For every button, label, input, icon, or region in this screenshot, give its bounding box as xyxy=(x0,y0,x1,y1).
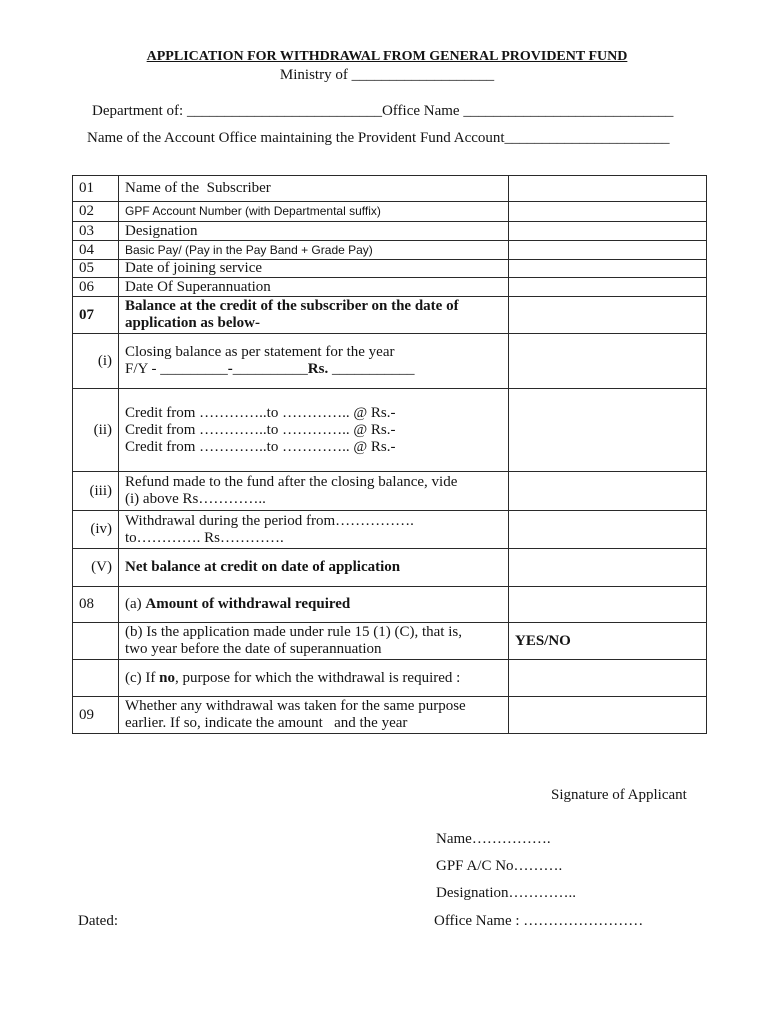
department-label: Department of: xyxy=(92,103,187,119)
credits-cell xyxy=(119,389,509,472)
answer-cell xyxy=(509,472,707,511)
row-number: 06 xyxy=(73,278,119,297)
fy-dash: - xyxy=(227,361,233,377)
credit-line: Credit from …………..to ………….. @ Rs.- xyxy=(125,404,396,421)
row-number: 04 xyxy=(73,241,119,260)
row-number: 07 xyxy=(73,297,119,334)
answer-cell xyxy=(509,278,707,297)
fy-from-blank: _________ xyxy=(160,361,228,377)
answer-cell xyxy=(509,549,707,587)
row-number: (i) xyxy=(73,334,119,389)
row-label: (b) Is the application made under rule 15 (1) (C), that is, two year before the date of superannuation xyxy=(119,623,509,660)
row-label: GPF Account Number (with Departmental suffix) xyxy=(119,202,509,222)
closing-balance-cell xyxy=(119,334,509,389)
answer-cell xyxy=(509,389,707,472)
ministry-blank: ___________________ xyxy=(351,67,495,83)
row-label: Basic Pay/ (Pay in the Pay Band + Grade Pay) xyxy=(119,241,509,260)
row-date-of-superannuation xyxy=(73,278,707,297)
row-label: Date Of Superannuation xyxy=(119,278,509,297)
row-label: Name of the Subscriber xyxy=(119,176,509,202)
item-prefix: (c) If xyxy=(125,669,160,686)
row-label: Balance at the credit of the subscriber on the date of application as below- xyxy=(119,297,509,334)
row-number: (iii) xyxy=(73,472,119,511)
row-basic-pay xyxy=(73,241,707,260)
row-withdrawal-period xyxy=(73,511,707,549)
gpf-ac-no-field: GPF A/C No………. xyxy=(436,858,563,874)
credit-line: Credit from …………..to ………….. @ Rs.- xyxy=(125,421,396,438)
row-gpf-account-number xyxy=(73,202,707,222)
row-number-empty xyxy=(73,660,119,697)
row-label: Withdrawal during the period from……………. to…………. Rs…………. xyxy=(119,511,509,549)
rs-blank: ___________ xyxy=(328,361,415,377)
withdrawal-purpose-cell xyxy=(119,660,509,697)
row-label: , purpose for which the withdrawal is required : xyxy=(174,669,461,686)
answer-cell xyxy=(509,587,707,623)
row-number-empty xyxy=(73,623,119,660)
answer-cell xyxy=(509,222,707,241)
yes-no-answer: YES/NO xyxy=(509,623,707,660)
answer-cell xyxy=(509,697,707,734)
ministry-label: Ministry of xyxy=(279,67,352,83)
office-name-field: Office Name : …………………… xyxy=(434,913,644,929)
row-withdrawal-amount xyxy=(73,587,707,623)
answer-cell xyxy=(509,334,707,389)
row-date-of-joining xyxy=(73,260,707,278)
row-rule-15 xyxy=(73,623,707,660)
withdrawal-amount-cell xyxy=(119,587,509,623)
fy-label: F/Y - xyxy=(125,361,161,377)
emphasis-no: no xyxy=(159,669,175,686)
account-office-blank: ______________________ xyxy=(504,130,670,146)
row-designation xyxy=(73,222,707,241)
row-label: Refund made to the fund after the closing balance, vide (i) above Rs………….. xyxy=(119,472,509,511)
answer-cell xyxy=(509,202,707,222)
row-number: (iv) xyxy=(73,511,119,549)
answer-cell xyxy=(509,241,707,260)
row-number: 08 xyxy=(73,587,119,623)
row-label: Whether any withdrawal was taken for the same purpose earlier. If so, indicate the amount and the year xyxy=(119,697,509,734)
answer-cell xyxy=(509,660,707,697)
fy-to-blank: __________ xyxy=(232,361,308,377)
form-title xyxy=(0,48,768,66)
row-number: 03 xyxy=(73,222,119,241)
row-closing-balance xyxy=(73,334,707,389)
designation-field: Designation………….. xyxy=(436,885,576,901)
credit-line: Credit from …………..to ………….. @ Rs.- xyxy=(125,438,396,455)
row-number: (V) xyxy=(73,549,119,587)
answer-cell xyxy=(509,297,707,334)
row-label: Date of joining service xyxy=(119,260,509,278)
account-office-label: Name of the Account Office maintaining the Provident Fund Account xyxy=(87,130,505,146)
row-number: 09 xyxy=(73,697,119,734)
answer-cell xyxy=(509,511,707,549)
account-office-line xyxy=(87,129,670,147)
row-previous-withdrawal xyxy=(73,697,707,734)
signature-of-applicant: Signature of Applicant xyxy=(551,787,687,803)
row-label: Designation xyxy=(119,222,509,241)
department-office-line xyxy=(92,102,673,120)
dated-field: Dated: xyxy=(78,913,118,929)
row-number: 05 xyxy=(73,260,119,278)
rs-label: Rs. xyxy=(307,361,329,377)
financial-year-line xyxy=(125,361,502,378)
applicant-name-field: Name……………. xyxy=(436,831,551,847)
row-credits xyxy=(73,389,707,472)
department-blank: __________________________ xyxy=(186,103,382,119)
row-label: Closing balance as per statement for the year xyxy=(125,344,395,360)
item-prefix: (a) xyxy=(125,596,146,612)
office-name-label: Office Name xyxy=(381,103,464,119)
answer-cell xyxy=(509,260,707,278)
row-net-balance xyxy=(73,549,707,587)
ministry-line xyxy=(0,66,768,84)
row-label: Net balance at credit on date of application xyxy=(119,549,509,587)
answer-cell xyxy=(509,176,707,202)
gpf-application-table xyxy=(72,175,707,734)
row-refund xyxy=(73,472,707,511)
row-withdrawal-purpose xyxy=(73,660,707,697)
row-number: 01 xyxy=(73,176,119,202)
row-label: Amount of withdrawal required xyxy=(145,596,351,612)
row-number: (ii) xyxy=(73,389,119,472)
row-subscriber-name xyxy=(73,176,707,202)
form-title-text: APPLICATION FOR WITHDRAWAL FROM GENERAL PROVIDENT FUND xyxy=(146,49,628,64)
row-number: 02 xyxy=(73,202,119,222)
office-name-blank: ____________________________ xyxy=(463,103,674,119)
row-balance-at-credit xyxy=(73,297,707,334)
